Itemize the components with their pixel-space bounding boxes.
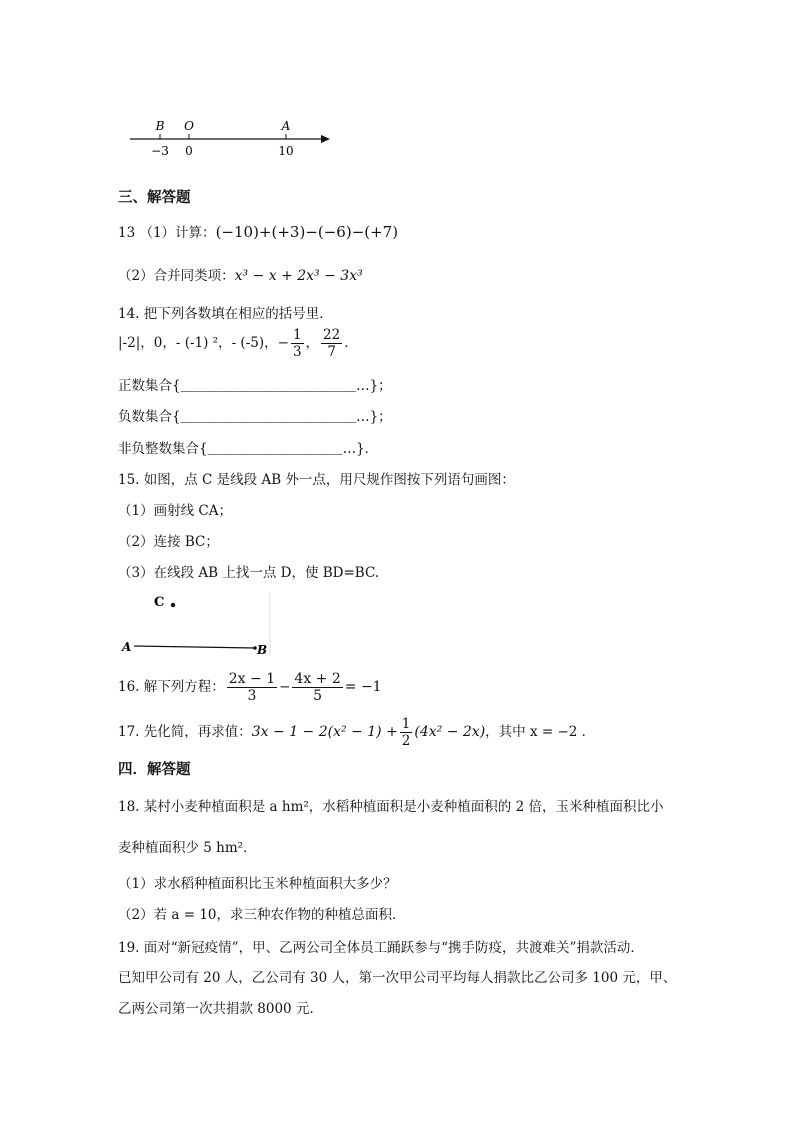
q14-fraction-1 <box>291 327 304 360</box>
value-o: 0 <box>185 144 193 158</box>
q15-point-c-label: C <box>154 595 165 610</box>
q19-line-3: 乙两公司第一次共捐款 8000 元． <box>118 1001 323 1017</box>
q16-stem: 16. 解下列方程： <box>118 679 225 695</box>
q15-point-b-label: B <box>257 643 268 657</box>
q14-numbers <box>118 326 358 360</box>
label-b: B <box>155 119 165 133</box>
q14-nonneg-int-set: 非负整数集合{＿＿＿＿＿＿＿＿＿＿…}． <box>118 441 379 457</box>
q17-condition: ，其中 x = −2 ． <box>485 724 596 740</box>
q16-fraction-1 <box>227 671 277 704</box>
q15-stem: 15. 如图，点 C 是线段 AB 外一点，用尺规作图按下列语句画图： <box>118 472 515 488</box>
q17-f-num: 1 <box>401 716 411 732</box>
label-a: A <box>281 119 291 133</box>
q14-positive-set: 正数集合{＿＿＿＿＿＿＿＿＿＿＿＿＿…}； <box>118 378 392 394</box>
q15-segment-ab <box>134 646 255 648</box>
value-a: 10 <box>278 144 294 158</box>
q15-figure <box>118 588 274 660</box>
q18-step-2: （2）若 a = 10，求三种农作物的种植总面积． <box>118 907 406 923</box>
q13-expr2: x³ − x + 2x³ − 3x³ <box>234 268 363 284</box>
q13-expr1: (−10)+(+3)−(−6)−(+7) <box>215 223 399 241</box>
q15-point-c <box>171 603 175 607</box>
q18-step-1: （1）求水稻种植面积比玉米种植面积大多少？ <box>118 876 397 892</box>
arrow-right-icon <box>321 135 330 143</box>
q16-f1-num: 2x − 1 <box>228 671 276 687</box>
q17-fraction <box>400 716 413 749</box>
q16-minus: − <box>279 679 291 695</box>
q17-f-den: 2 <box>401 733 411 749</box>
q16-fraction-2 <box>292 671 342 704</box>
section-4-title: 四．解答题 <box>118 762 191 778</box>
q16-f2-num: 4x + 2 <box>294 671 341 687</box>
q14-stem: 14. 把下列各数填在相应的括号里． <box>118 306 333 322</box>
q17-expr-b: (4x² − 2x) <box>414 724 486 740</box>
q14-end: ． <box>344 335 358 351</box>
q16-f2-den: 5 <box>313 688 323 704</box>
q18-line-2: 麦种植面积少 5 hm²． <box>118 840 257 856</box>
q14-comma: ， <box>305 335 320 351</box>
q13-part2-label: （2）合并同类项： <box>118 268 235 284</box>
q17-expr-a: 3x − 1 − 2(x² − 1) + <box>251 724 398 740</box>
q17-stem: 17. 先化简，再求值： <box>118 724 252 740</box>
q14-fraction-2 <box>321 327 342 360</box>
q17 <box>118 714 595 750</box>
q19-line-2: 已知甲公司有 20 人，乙公司有 30 人，第一次甲公司平均每人捐款比乙公司多 100 元，甲、 <box>118 970 677 986</box>
q14-number-list: |-2|，0，- (-1) ²，- (-5)， <box>118 335 278 351</box>
q18-line-1: 18. 某村小麦种植面积是 a hm²，水稻种植面积是小麦种植面积的 2 倍，玉米种植面积比小 <box>118 799 664 815</box>
q16 <box>118 668 382 706</box>
q14-f1-den: 3 <box>292 344 302 360</box>
q16-f1-den: 3 <box>247 688 257 704</box>
q14-negative-set: 负数集合{＿＿＿＿＿＿＿＿＿＿＿＿＿…}； <box>118 409 392 425</box>
q13-part1 <box>118 221 398 241</box>
q14-neg-sign: − <box>277 335 289 351</box>
section-3-title: 三、解答题 <box>118 190 191 206</box>
number-line-figure <box>118 112 338 162</box>
q15-step-1: （1）画射线 CA； <box>118 503 232 519</box>
q15-point-a-label: A <box>122 640 132 654</box>
q13-part1-label: 13 （1）计算： <box>118 225 216 241</box>
q14-f2-num: 22 <box>323 327 341 343</box>
q14-f2-den: 7 <box>327 344 336 360</box>
q19-line-1: 19. 面对“新冠疫情”，甲、乙两公司全体员工踊跃参与“携手防疫，共渡难关”捐款活动． <box>118 940 644 956</box>
q15-step-3: （3）在线段 AB 上找一点 D，使 BD=BC. <box>118 565 380 581</box>
q14-f1-num: 1 <box>292 327 302 343</box>
q13-part2 <box>118 264 363 284</box>
q16-rhs: = −1 <box>344 679 382 695</box>
label-o: O <box>184 119 194 133</box>
value-b: −3 <box>151 144 169 158</box>
q15-step-2: （2）连接 BC； <box>118 534 219 550</box>
